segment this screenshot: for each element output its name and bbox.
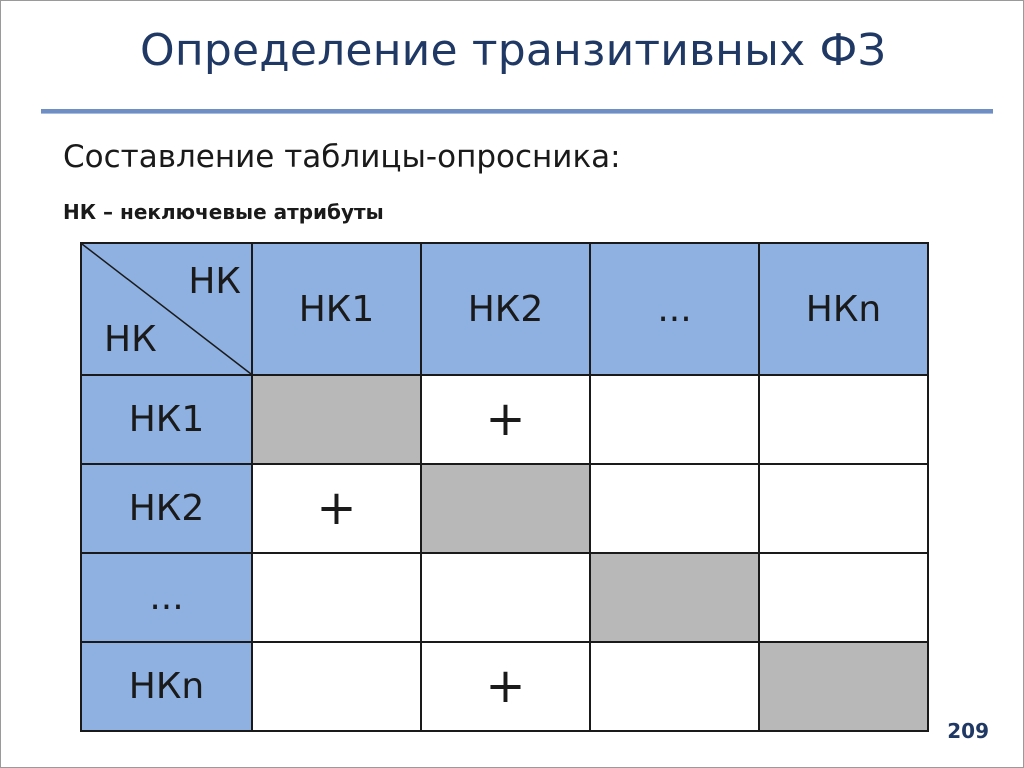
table-cell <box>590 375 759 464</box>
table-cell <box>590 464 759 553</box>
column-header: НК2 <box>421 243 590 375</box>
table-cell <box>421 642 590 731</box>
column-header: НКn <box>759 243 928 375</box>
plus-mark: + <box>485 658 526 714</box>
corner-row-label: НК <box>104 319 157 360</box>
table-cell <box>252 642 421 731</box>
plus-mark: + <box>316 480 357 536</box>
table-cell <box>759 464 928 553</box>
corner-column-label: НК <box>188 261 241 302</box>
table-cell <box>759 553 928 642</box>
corner-cell <box>81 243 252 375</box>
table-cell <box>759 375 928 464</box>
page-number: 209 <box>947 719 989 743</box>
column-header: ... <box>590 243 759 375</box>
diagonal-cell <box>590 553 759 642</box>
diagonal-cell <box>252 375 421 464</box>
table-cell <box>421 375 590 464</box>
row-header: НКn <box>81 642 252 731</box>
row-header: ... <box>81 553 252 642</box>
table-cell <box>590 642 759 731</box>
column-header: НК1 <box>252 243 421 375</box>
table-cell <box>421 553 590 642</box>
questionnaire-table <box>80 242 929 732</box>
table-cell <box>252 464 421 553</box>
table-row <box>81 553 928 642</box>
title-divider <box>41 109 993 114</box>
plus-mark: + <box>485 391 526 447</box>
slide-title: Определение транзитивных ФЗ <box>140 25 886 76</box>
row-header: НК1 <box>81 375 252 464</box>
table-row <box>81 464 928 553</box>
table-row <box>81 375 928 464</box>
slide-subtitle: Составление таблицы-опросника: <box>63 139 621 175</box>
header-row <box>81 243 928 375</box>
row-header: НК2 <box>81 464 252 553</box>
table-cell <box>252 553 421 642</box>
table-row <box>81 642 928 731</box>
diagonal-cell <box>421 464 590 553</box>
legend-note: НК – неключевые атрибуты <box>63 200 384 224</box>
diagonal-cell <box>759 642 928 731</box>
